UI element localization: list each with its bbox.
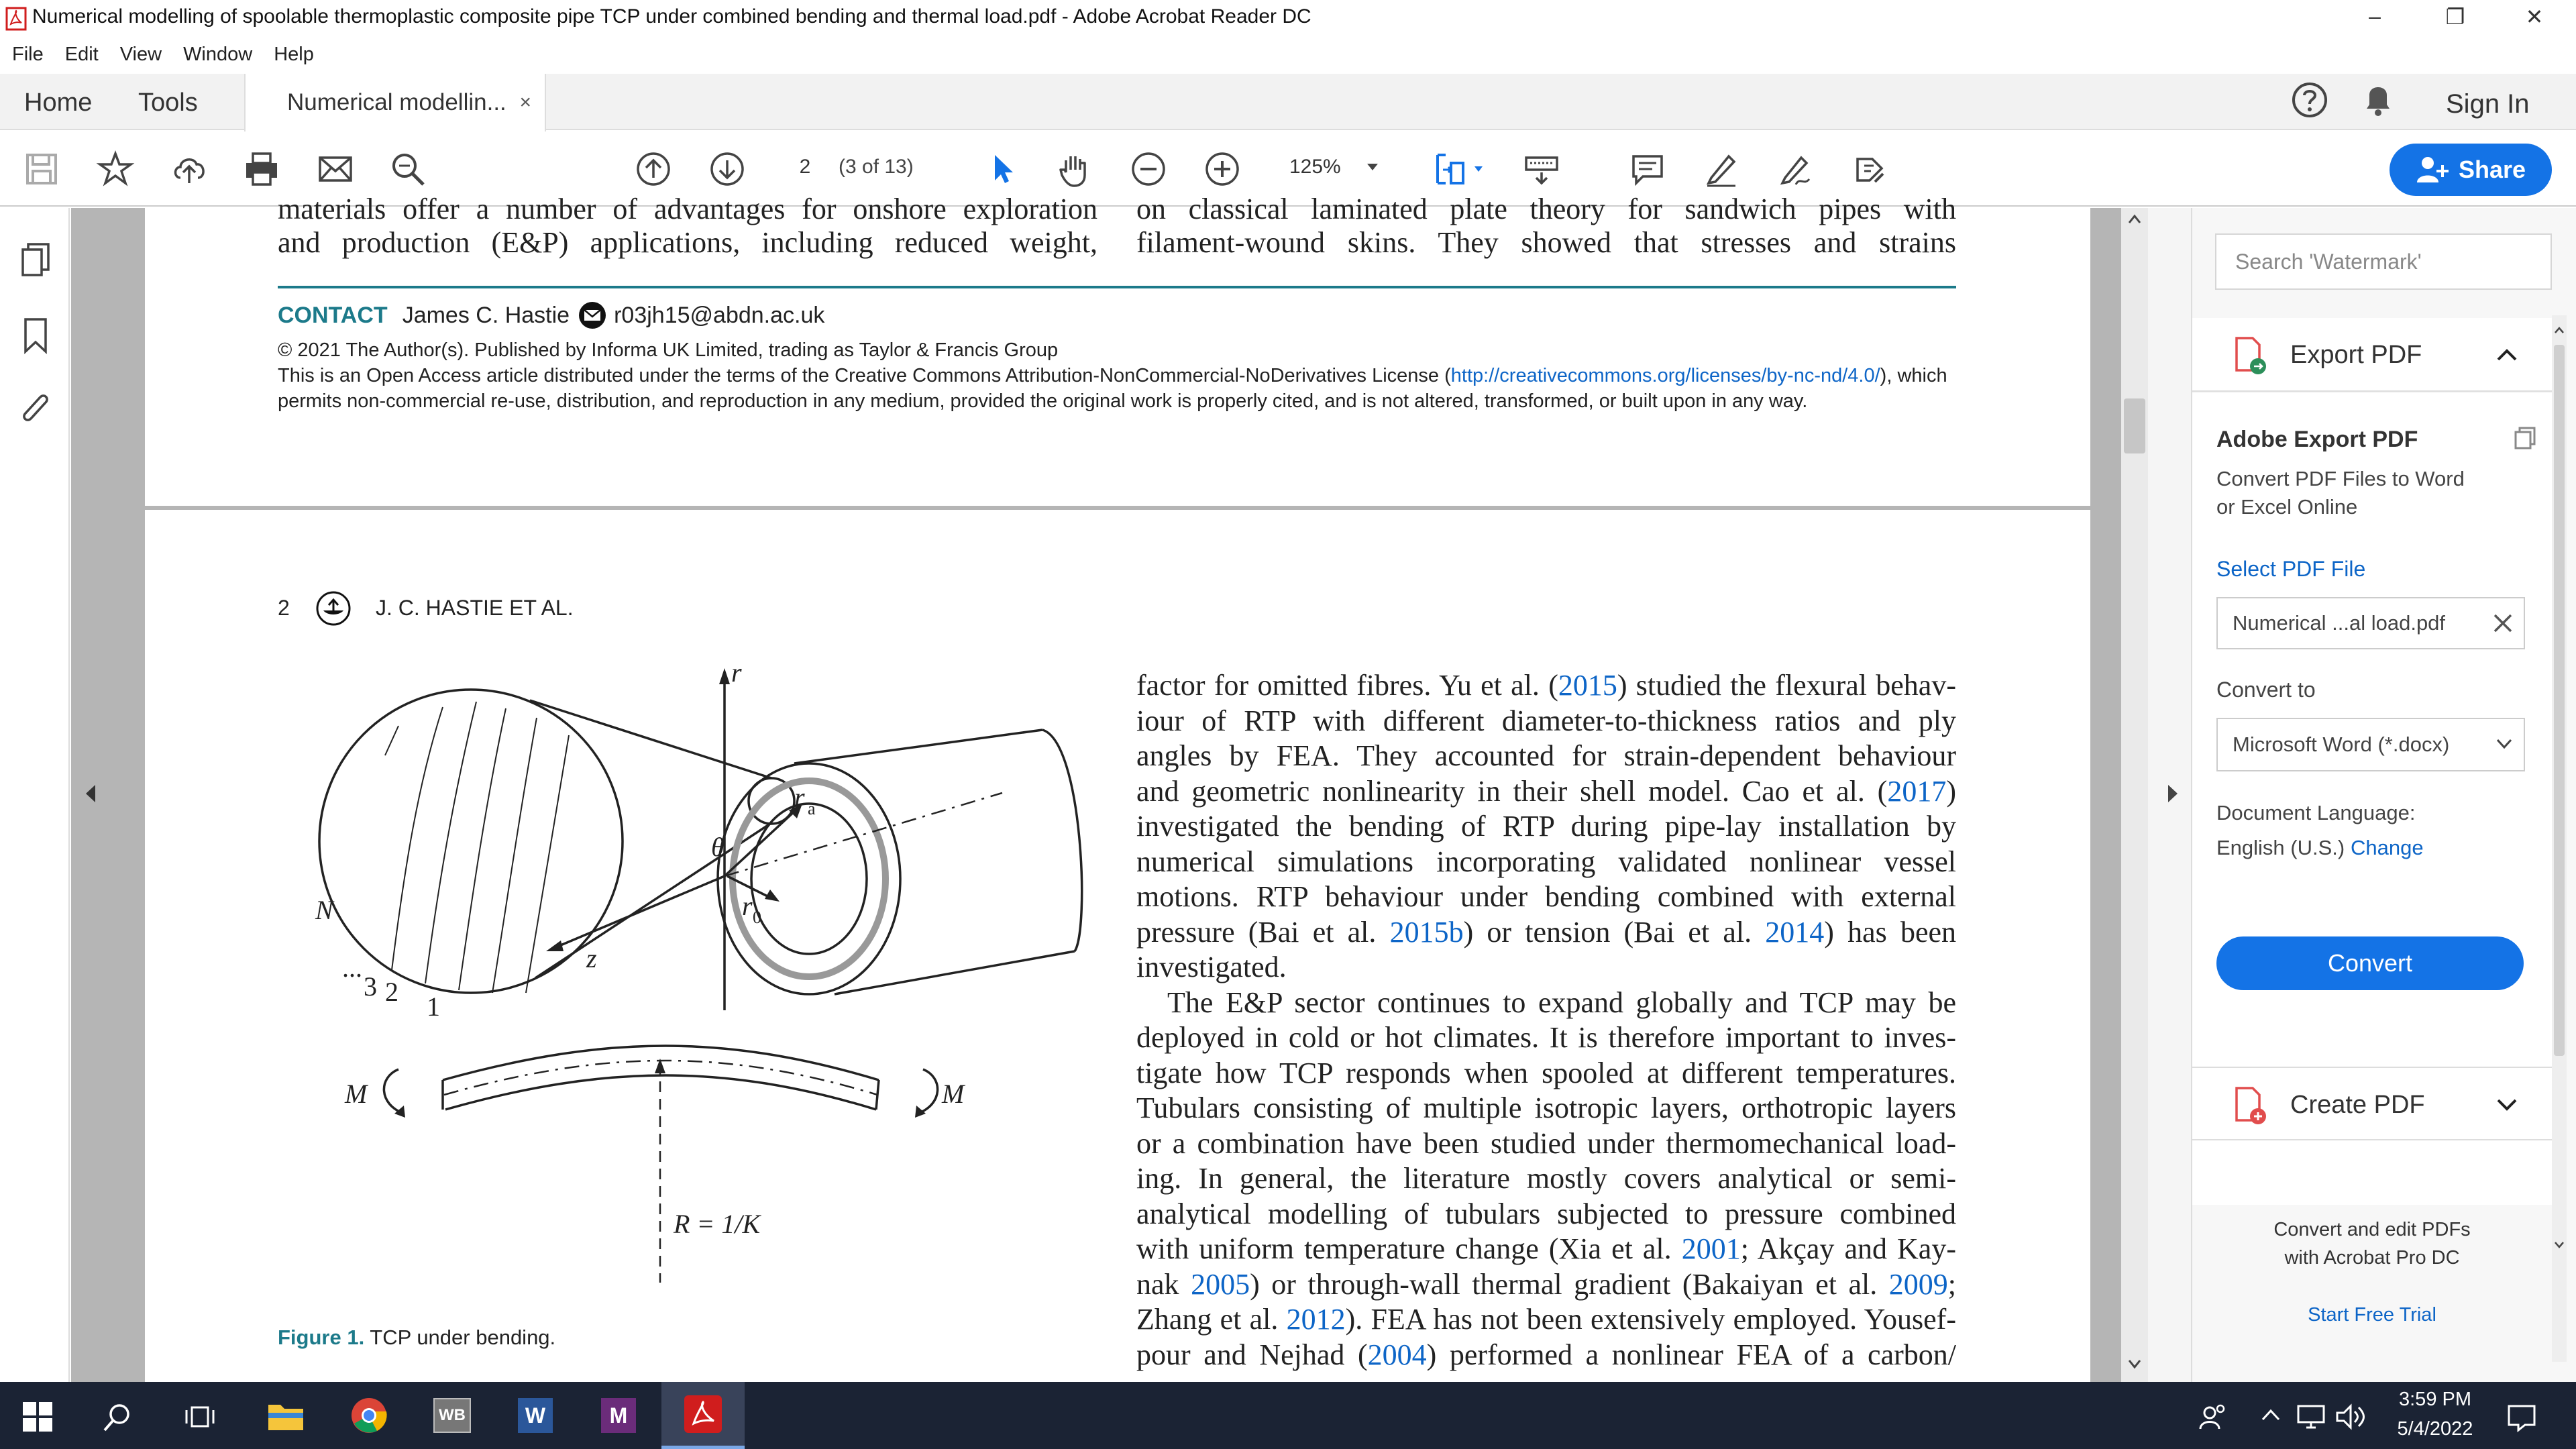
share-button[interactable] (2390, 144, 2552, 196)
tools-search-input[interactable]: Search 'Watermark' (2215, 233, 2552, 290)
cloud-upload-icon (170, 150, 209, 189)
share-label: Share (2458, 156, 2526, 183)
body-text-line (1136, 1302, 1956, 1338)
citation-link[interactable]: 2017 (1887, 774, 1947, 808)
body-text-line (1136, 668, 1956, 704)
copyright-line: © 2021 The Author(s). Published by Informa UK Limited, trading as Taylor & Francis Group (278, 339, 1059, 361)
comment-icon (1628, 150, 1667, 189)
email-envelope-icon (578, 301, 607, 330)
pen-icon (1702, 150, 1741, 189)
sign-button[interactable] (1772, 146, 1818, 192)
page-thumbnails-icon[interactable] (19, 240, 54, 280)
volume-icon[interactable] (2334, 1403, 2367, 1430)
scroll-up-icon[interactable] (2128, 213, 2141, 224)
clock-date[interactable]: 5/4/2022 (2397, 1418, 2473, 1440)
body-text-span: and geometric nonlinearity in their shell model. Cao et al. ( (1136, 774, 1888, 808)
figure-label-2: 2 (385, 977, 398, 1007)
body-text-span: investigated. (1136, 951, 1287, 983)
word-app-icon: W (518, 1398, 553, 1433)
export-pdf-title: Export PDF (2290, 341, 2422, 369)
chrome-taskbar-button[interactable] (347, 1394, 390, 1437)
hand-icon (1055, 150, 1094, 189)
notification-bell-icon[interactable] (2360, 80, 2396, 119)
body-text-span: ) or through-wall thermal gradient (Bakaiyan et al. (1250, 1267, 1889, 1301)
page-fit-button[interactable] (1428, 146, 1473, 192)
body-text-line: and production (E&P) applications, including reduced weight, (278, 226, 1097, 259)
figure-label-dots: ... (342, 953, 362, 983)
body-text-line (1136, 845, 1956, 880)
citation-link[interactable]: 2001 (1681, 1232, 1741, 1265)
citation-link[interactable]: 2014 (1765, 915, 1825, 949)
figure-label-m-right: M (942, 1079, 965, 1109)
windows-start-icon[interactable] (23, 1402, 52, 1432)
chevron-down-icon[interactable] (2496, 1097, 2518, 1112)
body-text-span: numerical simulations incorporating validated nonlinear vessel (1136, 845, 1956, 878)
windows-taskbar (0, 1382, 2576, 1449)
figure-label-r0-subscript: 0 (753, 908, 761, 927)
close-window-button[interactable]: ✕ (2525, 5, 2544, 29)
next-page-button[interactable] (704, 146, 750, 192)
figure-label-m-left: M (345, 1079, 368, 1109)
zoom-search-icon (388, 150, 427, 189)
pane-scrollbar[interactable] (2552, 315, 2567, 1362)
scroll-up-icon[interactable] (2554, 326, 2565, 334)
body-text-span: pressure (Bai et al. (1136, 915, 1390, 949)
expand-right-panel-icon[interactable] (2165, 784, 2179, 804)
m-app-taskbar-button[interactable] (597, 1394, 640, 1437)
workbench-taskbar-button[interactable] (431, 1394, 474, 1437)
start-free-trial-link[interactable]: Start Free Trial (2308, 1304, 2436, 1326)
moment-arrow-left (384, 1069, 404, 1114)
restore-button[interactable]: ❐ (2445, 5, 2465, 29)
format-select-value: Microsoft Word (*.docx) (2233, 733, 2450, 756)
body-text-span: ) performed a nonlinear FEA of a carbon/ (1426, 1338, 1956, 1371)
select-tool-button[interactable] (979, 146, 1025, 192)
selected-file-field[interactable] (2216, 597, 2525, 649)
create-pdf-header[interactable] (2192, 1067, 2552, 1140)
signature-pen-icon (1776, 150, 1815, 189)
menu-view[interactable]: View (119, 44, 162, 65)
body-text-span: ing. In general, the literature mostly covers analytical or semi- (1136, 1162, 1956, 1195)
folder-icon (267, 1399, 305, 1432)
body-text-span: Tubulars consisting of multiple isotropic layers, orthotropic layers (1136, 1091, 1956, 1124)
document-language-value: English (U.S.) (2216, 836, 2345, 859)
save-button[interactable] (19, 146, 64, 192)
highlight-button[interactable] (1699, 146, 1744, 192)
select-pdf-file-link[interactable]: Select PDF File (2216, 557, 2366, 581)
figure-label-n: N (315, 895, 333, 925)
chrome-icon (350, 1397, 388, 1434)
comment-button[interactable] (1625, 146, 1670, 192)
body-text-span: pour and Nejhad ( (1136, 1338, 1368, 1371)
body-text-span: deployed in cold or hot climates. It is therefore important to inves- (1136, 1021, 1956, 1054)
body-text-line (1136, 1338, 1956, 1373)
figure-label-1: 1 (427, 991, 440, 1022)
wb-app-icon: WB (433, 1398, 471, 1433)
change-language-link[interactable]: Change (2351, 836, 2424, 859)
menu-file[interactable]: File (12, 44, 44, 65)
document-tab-label: Numerical modellin... (287, 89, 506, 115)
body-text-span: ). FEA has not been extensively employed. Yousef- (1345, 1303, 1956, 1336)
selected-file-name: Numerical ...al load.pdf (2233, 611, 2446, 635)
publisher-logo (315, 590, 352, 627)
minus-circle-icon (1129, 150, 1168, 189)
previous-page-button[interactable] (631, 146, 676, 192)
body-text-line (1136, 1197, 1956, 1232)
body-text-line (1136, 1232, 1956, 1267)
body-text-span: with uniform temperature change (Xia et al. (1136, 1232, 1682, 1265)
pdf-page-1 (145, 193, 2090, 506)
scroll-down-icon[interactable] (2554, 1241, 2565, 1249)
redact-button[interactable] (1846, 146, 1892, 192)
ply-hatching (385, 702, 569, 993)
scrollbar-thumb[interactable] (2124, 398, 2145, 453)
clock-time[interactable]: 3:59 PM (2399, 1389, 2471, 1410)
body-text-line (1136, 879, 1956, 915)
keyboard-tool-button[interactable] (1519, 146, 1564, 192)
copy-icon[interactable] (2512, 425, 2538, 452)
figure-label-r: r (731, 657, 742, 688)
export-pdf-icon (2233, 335, 2267, 376)
title-bar (0, 0, 2576, 38)
zoom-in-button[interactable] (1199, 146, 1245, 192)
citation-link[interactable]: 2015b (1389, 915, 1464, 949)
contact-label: CONTACT (278, 302, 388, 328)
bookmarks-icon[interactable] (20, 315, 51, 356)
pipe-far-end (1042, 730, 1082, 951)
body-text-line (1136, 915, 1956, 951)
citation-link[interactable]: 2005 (1191, 1267, 1250, 1301)
body-text-span: ; (1947, 1267, 1956, 1301)
body-text-span: analytical modelling of tubulars subjected to pressure combined (1136, 1197, 1956, 1230)
arrow-down-circle-icon (708, 150, 747, 189)
menu-bar (0, 39, 2576, 70)
export-pdf-header[interactable] (2192, 318, 2552, 392)
body-text-line (1136, 1161, 1956, 1197)
menu-window[interactable]: Window (183, 44, 253, 65)
citation-link[interactable]: 2009 (1888, 1267, 1948, 1301)
body-text-column (1136, 668, 1956, 1373)
body-text-line: on classical laminated plate theory for sandwich pipes with (1136, 193, 1956, 225)
pane-scrollbar-thumb[interactable] (2554, 345, 2565, 1056)
upgrade-promo (2192, 1216, 2552, 1272)
notifications-icon[interactable] (2506, 1403, 2537, 1432)
export-description: Convert PDF Files to Word (2216, 467, 2465, 490)
adobe-export-heading: Adobe Export PDF (2216, 427, 2418, 452)
body-text-line (1136, 809, 1956, 845)
license-text: This is an Open Access article distributed under the terms of the Creative Commons Attribution-NonCommercial-NoDerivatives License ( (278, 365, 1451, 386)
acrobat-taskbar-button[interactable] (661, 1382, 745, 1449)
contact-line (278, 301, 824, 330)
running-head: J. C. HASTIE ET AL. (376, 596, 574, 620)
figure-label-ra: r (794, 782, 805, 812)
body-text-line (1136, 739, 1956, 774)
chevron-down-icon[interactable] (1366, 162, 1379, 172)
body-text-span: iour of RTP with different diameter-to-thickness ratios and ply (1136, 704, 1956, 737)
document-scrollbar[interactable] (2121, 208, 2148, 1382)
search-icon[interactable] (102, 1402, 133, 1433)
envelope-icon (316, 150, 355, 189)
m-app-icon: M (601, 1398, 636, 1433)
body-text-line (1136, 1126, 1956, 1162)
acrobat-icon (684, 1395, 722, 1433)
email-button[interactable] (313, 146, 358, 192)
file-explorer-taskbar-button[interactable] (264, 1394, 307, 1437)
body-text-span: The E&P sector continues to expand globally and TCP may be (1167, 985, 1956, 1019)
hand-tool-button[interactable] (1052, 146, 1097, 192)
create-pdf-icon (2233, 1085, 2267, 1126)
body-text-line (1136, 774, 1956, 810)
z-axis (553, 876, 724, 949)
create-pdf-title: Create PDF (2290, 1091, 2425, 1119)
leader-line (530, 700, 771, 778)
keyboard-icon (1522, 150, 1561, 189)
citation-link[interactable]: 2004 (1367, 1338, 1427, 1371)
attachments-icon[interactable] (17, 389, 54, 429)
body-text-line (1136, 985, 1956, 1021)
print-button[interactable] (239, 146, 284, 192)
body-text-span: factor for omitted fibres. Yu et al. ( (1136, 669, 1558, 702)
promo-text: with Acrobat Pro DC (2284, 1247, 2460, 1269)
printer-icon (242, 150, 281, 189)
document-viewport[interactable] (71, 193, 2187, 1382)
find-button[interactable] (385, 146, 431, 192)
body-text-line (1136, 1091, 1956, 1126)
page-number-input[interactable]: 2 (799, 156, 811, 178)
figure-caption (278, 1326, 555, 1350)
body-text-span: motions. RTP behaviour under bending combined with external (1136, 880, 1956, 913)
people-icon[interactable] (2198, 1402, 2229, 1433)
task-view-icon[interactable] (184, 1403, 216, 1430)
menu-help[interactable]: Help (274, 44, 314, 65)
body-text-line (1136, 1020, 1956, 1056)
zoom-level-select[interactable]: 125% (1289, 156, 1341, 178)
figure-label-3: 3 (364, 971, 377, 1002)
fit-page-icon (1431, 150, 1470, 189)
divider-rule (278, 286, 1956, 288)
bookmark-star-button[interactable] (93, 146, 138, 192)
citation-link[interactable]: 2012 (1286, 1303, 1346, 1336)
cursor-arrow-icon (983, 150, 1022, 189)
sign-in-link[interactable]: Sign In (2446, 89, 2530, 119)
body-text-span: ) has been (1824, 915, 1957, 949)
add-user-icon (2416, 154, 2449, 185)
scroll-down-icon[interactable] (2128, 1359, 2141, 1370)
body-text-span: investigated the bending of RTP during pipe-lay installation by (1136, 810, 1956, 843)
chevron-down-icon (2496, 738, 2513, 750)
license-link[interactable]: http://creativecommons.org/licenses/by-nc-nd/4.0/ (1450, 365, 1880, 386)
pipe-end-inner (751, 804, 867, 954)
close-tab-button[interactable]: × (519, 91, 531, 113)
save-icon (22, 150, 61, 189)
pipe-end-outer (718, 763, 900, 994)
left-navigation-rail (0, 208, 70, 1382)
body-text-span: or a combination have been studied under thermomechanical load- (1136, 1126, 1956, 1160)
chevron-up-icon[interactable] (2261, 1407, 2281, 1422)
body-text-line: filament-wound skins. They showed that stresses and strains (1136, 226, 1956, 259)
window-title: Numerical modelling of spoolable thermoplastic composite pipe TCP under combined bending and thermal load.pdf - Adobe Acrobat Reader DC (32, 5, 1311, 28)
body-text-span: ) or tension (Bai et al. (1463, 915, 1766, 949)
tab-home[interactable]: Home (24, 89, 93, 117)
license-line (278, 365, 1947, 387)
collapse-left-panel-icon[interactable] (83, 784, 98, 804)
convert-to-label: Convert to (2216, 678, 2316, 702)
pdf-page-2 (145, 510, 2090, 1449)
chevron-up-icon[interactable] (2496, 347, 2518, 362)
chevron-down-icon[interactable] (1473, 165, 1484, 173)
license-line: permits non-commercial re-use, distribution, and reproduction in any medium, provided the original work is properly cited, and is not altered, transformed, or built upon in any way. (278, 390, 1808, 412)
body-text-span: Zhang et al. (1136, 1303, 1287, 1336)
body-text-span: ) studied the flexural behav- (1617, 669, 1956, 702)
minimize-button[interactable]: – (2369, 4, 2381, 28)
clear-file-icon[interactable] (2491, 612, 2514, 635)
menu-edit[interactable]: Edit (64, 44, 99, 65)
export-description: or Excel Online (2216, 495, 2358, 519)
tab-tools[interactable]: Tools (138, 89, 198, 117)
figure-label-ra-subscript: a (808, 799, 816, 818)
right-panel-toggle[interactable] (2148, 208, 2191, 1382)
star-icon (96, 150, 135, 189)
word-taskbar-button[interactable] (514, 1394, 557, 1437)
contact-name: James C. Hastie (402, 302, 570, 328)
body-text-span: ; Akçay and Kay- (1740, 1232, 1956, 1265)
tcp-bending-figure (315, 657, 1083, 1305)
stamp-icon (1849, 150, 1888, 189)
body-text-span: tigate how TCP responds when spooled at different temperatures. (1136, 1056, 1956, 1089)
upload-button[interactable] (166, 146, 212, 192)
page-count: (3 of 13) (839, 156, 914, 178)
document-language-label: Document Language: (2216, 801, 2416, 824)
plus-circle-icon (1203, 150, 1242, 189)
magnified-section-circle (319, 690, 623, 993)
body-text-span: nak (1136, 1267, 1191, 1301)
citation-link[interactable]: 2015 (1558, 669, 1617, 702)
body-text-line (1136, 1056, 1956, 1091)
figure-label-theta: θ (711, 832, 724, 862)
body-text-line (1136, 1267, 1956, 1303)
figure-label-radius: R = 1/K (674, 1209, 761, 1239)
moment-arrow-right (918, 1069, 938, 1114)
body-text-line (1136, 704, 1956, 739)
network-icon[interactable] (2296, 1403, 2326, 1430)
body-text-line (1136, 950, 1956, 985)
body-text-span: angles by FEA. They accounted for strain-dependent behaviour (1136, 739, 1956, 772)
tools-pane (2191, 208, 2576, 1382)
promo-text: Convert and edit PDFs (2273, 1219, 2471, 1240)
page-number-label: 2 (278, 596, 290, 620)
figure-caption-text: TCP under bending. (370, 1326, 556, 1349)
figure-label-r0: r (742, 891, 753, 921)
license-text: ), which (1880, 365, 1947, 386)
body-text-span: ) (1946, 774, 1956, 808)
figure-caption-label: Figure 1. (278, 1326, 365, 1349)
tab-document[interactable] (244, 74, 546, 131)
format-select[interactable] (2216, 718, 2525, 771)
figure-label-z: z (586, 943, 597, 973)
zoom-out-button[interactable] (1126, 146, 1171, 192)
body-text-line: materials offer a number of advantages for onshore exploration (278, 193, 1097, 225)
contact-email[interactable]: r03jh15@abdn.ac.uk (614, 302, 825, 328)
acrobat-app-icon (5, 7, 27, 31)
convert-button[interactable]: Convert (2216, 936, 2524, 990)
help-icon[interactable] (2290, 80, 2329, 119)
arrow-up-circle-icon (634, 150, 673, 189)
